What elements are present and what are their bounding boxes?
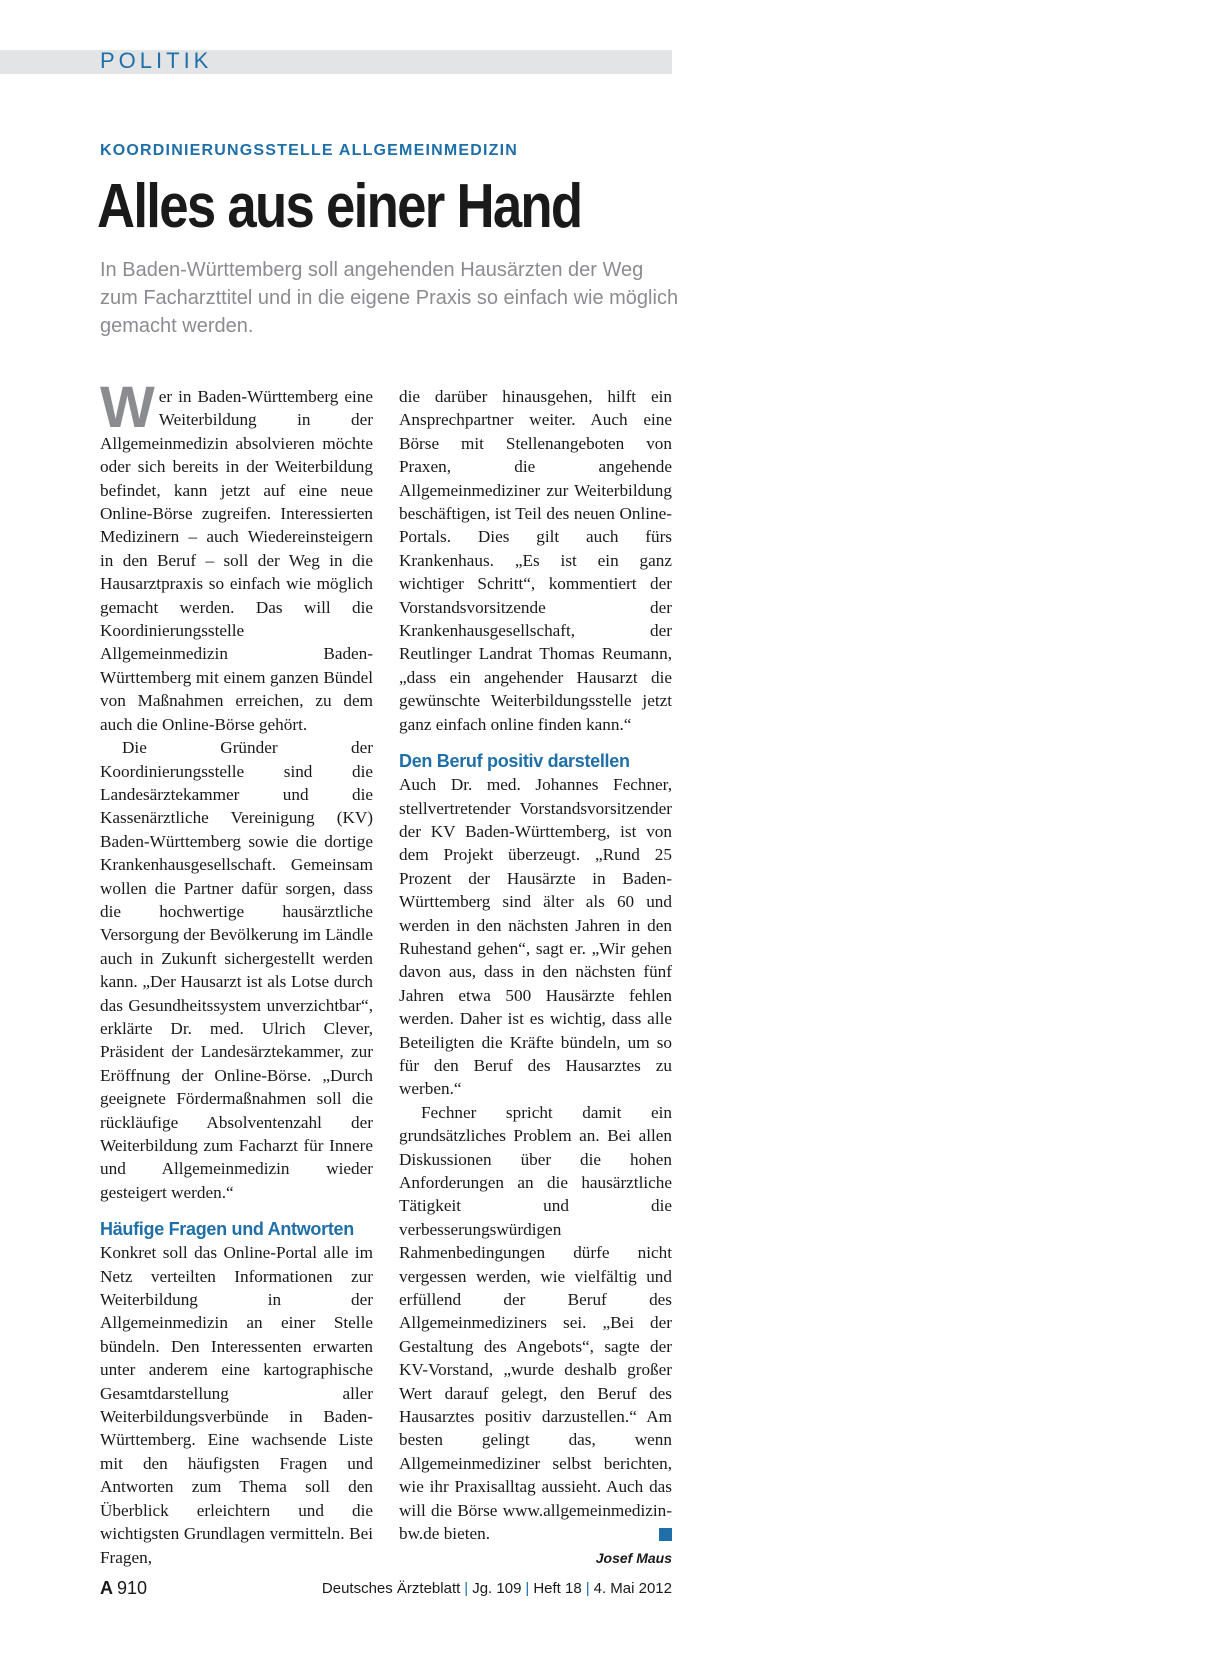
section-label: POLITIK bbox=[100, 48, 213, 73]
separator: | bbox=[585, 1580, 590, 1597]
journal-volume: Jg. 109 bbox=[472, 1580, 522, 1597]
paragraph: Konkret soll das Online-Portal alle im Netz verteilten Informationen zur Weiterbildung in der Allgemeinmedizin an einer Stelle bündeln. Den Interessenten erwarten unter anderem eine kartographische Gesamtdarstellung aller Weiterbildungsverbünde in Baden-Württemberg. Eine wachsende Liste mit den häufigsten Fragen und Antworten zum Thema soll den Überblick erleichtern und die wichtigsten Grundlagen vermitteln. Bei Fragen, bbox=[100, 1243, 373, 1567]
journal-issue: Heft 18 bbox=[533, 1580, 582, 1597]
paragraph: Auch Dr. med. Johannes Fechner, stellvertretender Vorstandsvorsitzender der KV Baden-Württemberg, ist von dem Projekt überzeugt. „Rund 25 Prozent der Hausärzte in Baden-Württemberg sind älter als 60 und werden in den nächsten Jahren in den Ruhestand gehen“, sagt er. „Wir gehen davon aus, dass in den nächsten fünf Jahren etwa 500 Hausärzte fehlen werden. Daher ist es wichtig, dass alle Beteiligten die Kräfte bündeln, um so für den Beruf des Hausarztes zu werben.“ bbox=[399, 775, 672, 1099]
end-mark-icon bbox=[659, 1528, 672, 1541]
subheading: Den Beruf positiv darstellen bbox=[399, 751, 630, 772]
article-column-right bbox=[399, 385, 672, 1568]
author: Josef Maus bbox=[595, 1549, 672, 1566]
page-number-value: 910 bbox=[117, 1578, 148, 1598]
paragraph: Die Gründer der Koordinierungsstelle sind die Landesärztekammer und die Kassenärztliche Vereinigung (KV) Baden-Württemberg sowie die dortige Krankenhausgesellschaft. Gemeinsam wollen die Partner dafür sorgen, dass die hochwertige hausärztliche Versorgung der Bevölkerung im Ländle auch in Zukunft sichergestellt werden kann. „Der Hausarzt ist als Lotse durch das Gesundheitssystem unverzichtbar“, erklärte Dr. med. Ulrich Clever, Präsident der Landesärztekammer, zur Eröffnung der Online-Börse. „Durch geeignete Fördermaßnahmen soll die rückläufige Absolventenzahl der Weiterbildung zum Facharzt für Innere und Allgemeinmedizin wieder gesteigert werden.“ bbox=[100, 738, 373, 1202]
separator: | bbox=[464, 1580, 469, 1597]
paragraph bbox=[100, 375, 373, 736]
drop-cap: W bbox=[100, 375, 155, 440]
page-prefix: A bbox=[100, 1578, 113, 1598]
page-number bbox=[100, 1578, 147, 1599]
paragraph bbox=[399, 1101, 672, 1546]
kicker: KOORDINIERUNGSSTELLE ALLGEMEINMEDIZIN bbox=[100, 142, 519, 159]
journal-info bbox=[322, 1580, 672, 1597]
subheading: Häufige Fragen und Antworten bbox=[100, 1219, 354, 1240]
headline: Alles aus einer Hand bbox=[97, 172, 582, 241]
article-column-left bbox=[100, 375, 373, 1569]
journal-name: Deutsches Ärzteblatt bbox=[321, 1580, 461, 1597]
lede: In Baden-Württemberg soll angehenden Hausärzten der Weg zum Facharzttitel und in die eigene Praxis so einfach wie möglich gemacht werden. bbox=[100, 259, 679, 337]
paragraph: die darüber hinausgehen, hilft ein Ansprechpartner weiter. Auch eine Börse mit Stellenangeboten von Praxen, die angehende Allgemeinmediziner zur Weiterbildung beschäftigen, ist Teil des neuen Online-Portals. Dies gilt auch fürs Krankenhaus. „Es ist ein ganz wichtiger Schritt“, kommentiert der Vorstandsvorsitzende der Krankenhausgesellschaft, der Reutlinger Landrat Thomas Reumann, „dass ein angehender Hausarzt die gewünschte Weiterbildungsstelle jetzt ganz einfach online finden kann.“ bbox=[399, 387, 672, 734]
paragraph-text: er in Baden-Württemberg eine Weiterbildung in der Allgemeinmedizin absolvieren möchte oder sich bereits in der Weiterbildung befindet, kann jetzt auf eine neue Online-Börse zugreifen. Interessierten Medizinern – auch Wiedereinsteigern in den Beruf – soll der Weg in die Hausarztpraxis so einfach wie möglich gemacht werden. Das will die Koordinierungsstelle Allgemeinmedizin Baden-Württemberg mit einem ganzen Bündel von Maßnahmen erreichen, zu dem auch die Online-Börse gehört. bbox=[100, 387, 373, 734]
paragraph-text: Fechner spricht damit ein grundsätzliches Problem an. Bei allen Diskussionen über die hohen Anforderungen an die hausärztliche Tätigkeit und die verbesserungswürdigen Rahmenbedingungen dürfe nicht vergessen werden, wie vielfältig und erfüllend der Beruf des Allgemeinmediziners sei. „Bei der Gestaltung des Angebots“, sagte der KV-Vorstand, „wurde deshalb großer Wert darauf gelegt, den Beruf des Hausarztes positiv darzustellen.“ Am besten gelingt das, wenn Allgemeinmediziner selbst berichten, wie ihr Praxisalltag aussieht. Auch das will die Börse www.allgemeinmedizin-bw.de bieten. bbox=[399, 1102, 672, 1544]
journal-date: 4. Mai 2012 bbox=[593, 1580, 672, 1597]
separator: | bbox=[525, 1580, 530, 1597]
